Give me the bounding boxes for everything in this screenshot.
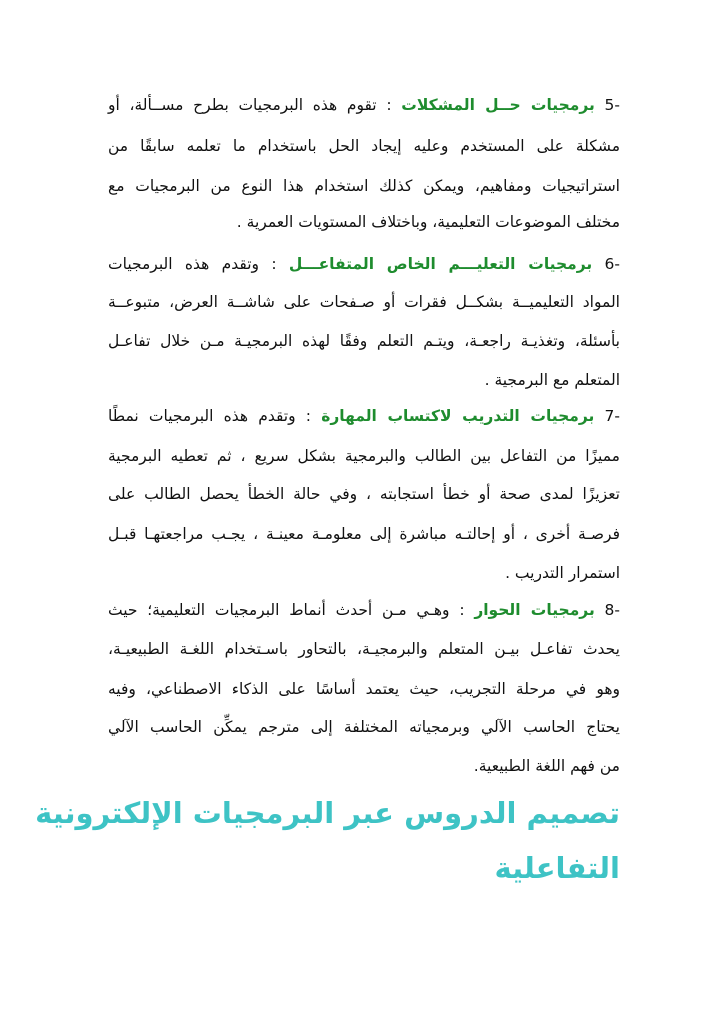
paragraph-6-line-3: بأسئلة، وتغذيـة راجعـة، ويتـم التعلم وفقًا لهذه البرمجيـة مـن خلال تفاعـل	[108, 332, 620, 350]
paragraph-7-line-1	[108, 404, 620, 428]
paragraph-6-title: برمجيات التعليـــم الخاص المتفاعـــل	[288, 255, 593, 273]
paragraph-6-line-4: المتعلم مع البرمجية .	[484, 371, 620, 389]
paragraph-8-number: -8	[604, 601, 621, 619]
paragraph-8-line-1	[108, 598, 620, 622]
paragraph-7-title: برمجيات التدريب لاكتساب المهارة	[321, 407, 595, 425]
paragraph-5-line-4-text: مختلف الموضوعات التعليمية، وباختلاف المستويات العمرية .	[236, 213, 620, 231]
paragraph-6-text: وتقدم هذه البرمجيات	[108, 255, 259, 273]
paragraph-5-line-1	[108, 93, 620, 117]
paragraph-5-colon: :	[376, 96, 402, 114]
paragraph-6-line-2: المواد التعليميــة بشكــل فقرات أو صـفحات على شاشــة العرض، متبوعــة	[108, 293, 620, 311]
paragraph-7-colon: :	[295, 407, 322, 425]
paragraph-5-line-3: استراتيجيات ومفاهيم، ويمكن كذلك استخدام هذا النوع من البرمجيات مع	[108, 177, 620, 195]
section-heading-line-2: التفاعلية	[494, 851, 620, 885]
paragraph-7-number: -7	[604, 407, 620, 425]
paragraph-5-title: برمجيات حــل المشكلات	[401, 96, 595, 114]
paragraph-8-text: وهـي مـن أحدث أنماط البرمجيات التعليمية؛ حيث	[108, 601, 450, 619]
paragraph-5-number: -5	[604, 96, 621, 114]
paragraph-6-number: -6	[604, 255, 620, 273]
paragraph-7-line-3: تعزيزًا لمدى صحة أو خطأ استجابته ، وفي حالة الخطأ يحصل الطالب على	[108, 485, 620, 503]
paragraph-8-colon: :	[449, 601, 475, 619]
paragraph-6-line-1	[108, 252, 620, 276]
paragraph-8-line-2: يحدث تفاعـل بيـن المتعلم والبرمجيـة، بالتحاور باسـتخدام اللغـة الطبيعيـة،	[108, 640, 620, 658]
paragraph-7-text: وتقدم هذه البرمجيات نمطًا	[108, 407, 296, 425]
paragraph-8-line-4: يحتاج الحاسب الآلي وبرمجياته المختلفة إلى مترجم يمكِّن الحاسب الآلي	[108, 718, 620, 736]
paragraph-7-line-2: مميزًا من التفاعل بين الطالب والبرمجية بشكل سريع ، ثم تعطيه البرمجية	[108, 447, 620, 465]
paragraph-8-title: برمجيات الحوار	[474, 601, 595, 619]
section-heading-line-1: تصميم الدروس عبر البرمجيات الإلكترونية	[35, 796, 620, 830]
paragraph-5-text: تقوم هذه البرمجيات بطرح مســألة، أو	[108, 96, 377, 114]
paragraph-7-line-4: فرصـة أخرى ، أو إحالتـه مباشرة إلى معلومـة معينـة ، يجـب مراجعتهـا قبـل	[108, 525, 620, 543]
paragraph-8-line-5: من فهم اللغة الطبيعية.	[473, 757, 620, 775]
paragraph-5-line-4	[108, 210, 620, 234]
paragraph-6-colon: :	[259, 255, 289, 273]
paragraph-5-line-2: مشكلة على المستخدم وعليه إيجاد الحل باستخدام ما تعلمه سابقًا من	[108, 137, 620, 155]
paragraph-7-line-5: استمرار التدريب .	[505, 564, 620, 582]
paragraph-8-line-3: وهو في مرحلة التجريب، حيث يعتمد أساسًا على الذكاء الاصطناعي، وفيه	[108, 680, 620, 698]
